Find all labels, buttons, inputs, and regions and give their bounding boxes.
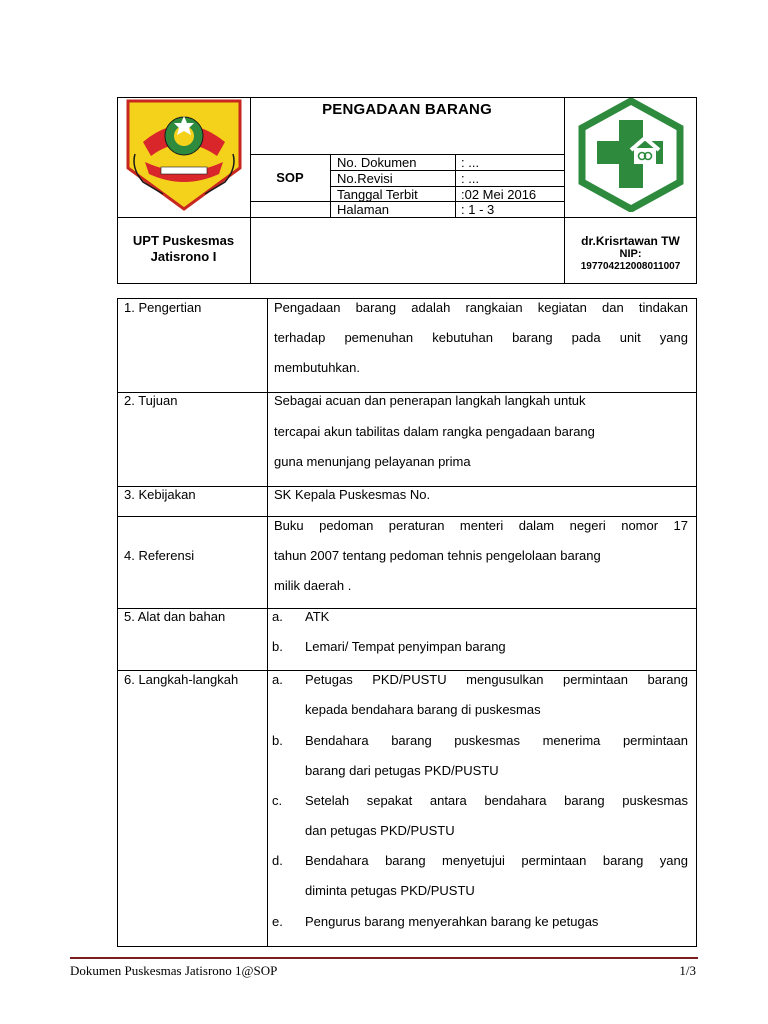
row-label-kebijakan: 3. Kebijakan	[124, 487, 196, 502]
signer-name: dr.Krisrtawan TW	[581, 234, 680, 248]
tujuan-line-1: Sebagai acuan dan penerapan langkah langkah untuk	[274, 393, 586, 408]
langkah-item-a-line-2: kepada bendahara barang di puskesmas	[305, 702, 541, 717]
pengertian-line-2: terhadap pemenuhan kebutuhan barang pada unit yang	[274, 330, 688, 345]
footer-rule	[70, 957, 698, 959]
meta-label-no-dokumen: No. Dokumen	[337, 155, 417, 170]
document-title: PENGADAAN BARANG	[322, 101, 492, 118]
unit-name	[117, 233, 250, 265]
langkah-item-a-line-1: Petugas PKD/PUSTU mengusulkan permintaan barang	[305, 672, 688, 687]
page-number: 1/3	[679, 963, 696, 978]
langkah-item-d-marker: d.	[272, 853, 283, 868]
row-divider-5	[117, 670, 697, 671]
table-border-bottom	[117, 946, 697, 947]
langkah-item-d-line-1: Bendahara barang menyetujui permintaan barang yang	[305, 853, 688, 868]
row-divider-3	[117, 516, 697, 517]
regency-coat-of-arms-icon	[123, 98, 245, 212]
header-border-bottom	[117, 283, 697, 284]
tujuan-line-3: guna menunjang pelayanan prima	[274, 454, 471, 469]
langkah-item-c-line-2: dan petugas PKD/PUSTU	[305, 823, 455, 838]
row-label-alat-dan-bahan: 5. Alat dan bahan	[124, 609, 226, 624]
langkah-item-a-marker: a.	[272, 672, 283, 687]
table-border-top	[117, 298, 697, 299]
alat-item-b-text: Lemari/ Tempat penyimpan barang	[305, 639, 506, 654]
signer-nip: 197704212008011007	[580, 261, 681, 272]
footer-text: Dokumen Puskesmas Jatisrono 1@SOP	[70, 963, 278, 978]
alat-item-a-marker: a.	[272, 609, 283, 624]
row-label-referensi: 4. Referensi	[124, 548, 195, 563]
tujuan-line-2: tercapai akun tabilitas dalam rangka pengadaan barang	[274, 424, 595, 439]
meta-value-no-revisi: : ...	[461, 171, 480, 186]
meta-col-rule-1	[330, 154, 331, 218]
row-label-pengertian: 1. Pengertian	[124, 300, 202, 315]
meta-label-tanggal-terbit: Tanggal Terbit	[337, 187, 418, 202]
meta-label-no-revisi: No.Revisi	[337, 171, 393, 186]
unit-name-line-1: UPT Puskesmas	[132, 233, 235, 248]
row-label-langkah-langkah: 6. Langkah-langkah	[124, 672, 239, 687]
meta-label-halaman: Halaman	[337, 202, 390, 217]
langkah-item-d-line-2: diminta petugas PKD/PUSTU	[305, 883, 475, 898]
header-divider-1	[250, 97, 251, 284]
langkah-item-c-line-1: Setelah sepakat antara bendahara barang puskesmas	[305, 793, 688, 808]
alat-item-b-marker: b.	[272, 639, 283, 654]
meta-value-no-dokumen: : ...	[461, 155, 480, 170]
referensi-line-2: tahun 2007 tentang pedoman tehnis pengelolaan barang	[274, 548, 601, 563]
pengertian-line-3: membutuhkan.	[274, 360, 360, 375]
langkah-item-b-line-1: Bendahara barang puskesmas menerima permintaan	[305, 733, 688, 748]
langkah-item-e-line-1: Pengurus barang menyerahkan barang ke petugas	[305, 914, 599, 929]
langkah-item-e-marker: e.	[272, 914, 283, 929]
kebijakan-line-1: SK Kepala Puskesmas No.	[274, 487, 431, 502]
row-label-tujuan: 2. Tujuan	[124, 393, 178, 408]
langkah-item-b-marker: b.	[272, 733, 283, 748]
header-row-divider	[117, 217, 697, 218]
meta-col-rule-2	[455, 154, 456, 218]
puskesmas-green-cross-logo-icon	[576, 98, 686, 212]
table-border-left	[117, 298, 118, 947]
sop-label: SOP	[276, 170, 304, 185]
pengertian-line-1: Pengadaan barang adalah rangkaian kegiatan dan tindakan	[274, 300, 688, 315]
referensi-line-1: Buku pedoman peraturan menteri dalam negeri nomor 17	[274, 518, 688, 533]
signer-nip-label: NIP:	[619, 248, 642, 260]
meta-value-halaman: : 1 - 3	[461, 202, 495, 217]
langkah-item-c-marker: c.	[272, 793, 283, 808]
referensi-line-3: milik daerah .	[274, 578, 352, 593]
table-border-right	[696, 298, 697, 947]
table-column-divider	[267, 298, 268, 947]
meta-value-tanggal-terbit: :02 Mei 2016	[461, 187, 537, 202]
langkah-item-b-line-2: barang dari petugas PKD/PUSTU	[305, 763, 499, 778]
alat-item-a-text: ATK	[305, 609, 330, 624]
unit-name-line-2: Jatisrono I	[150, 249, 217, 264]
